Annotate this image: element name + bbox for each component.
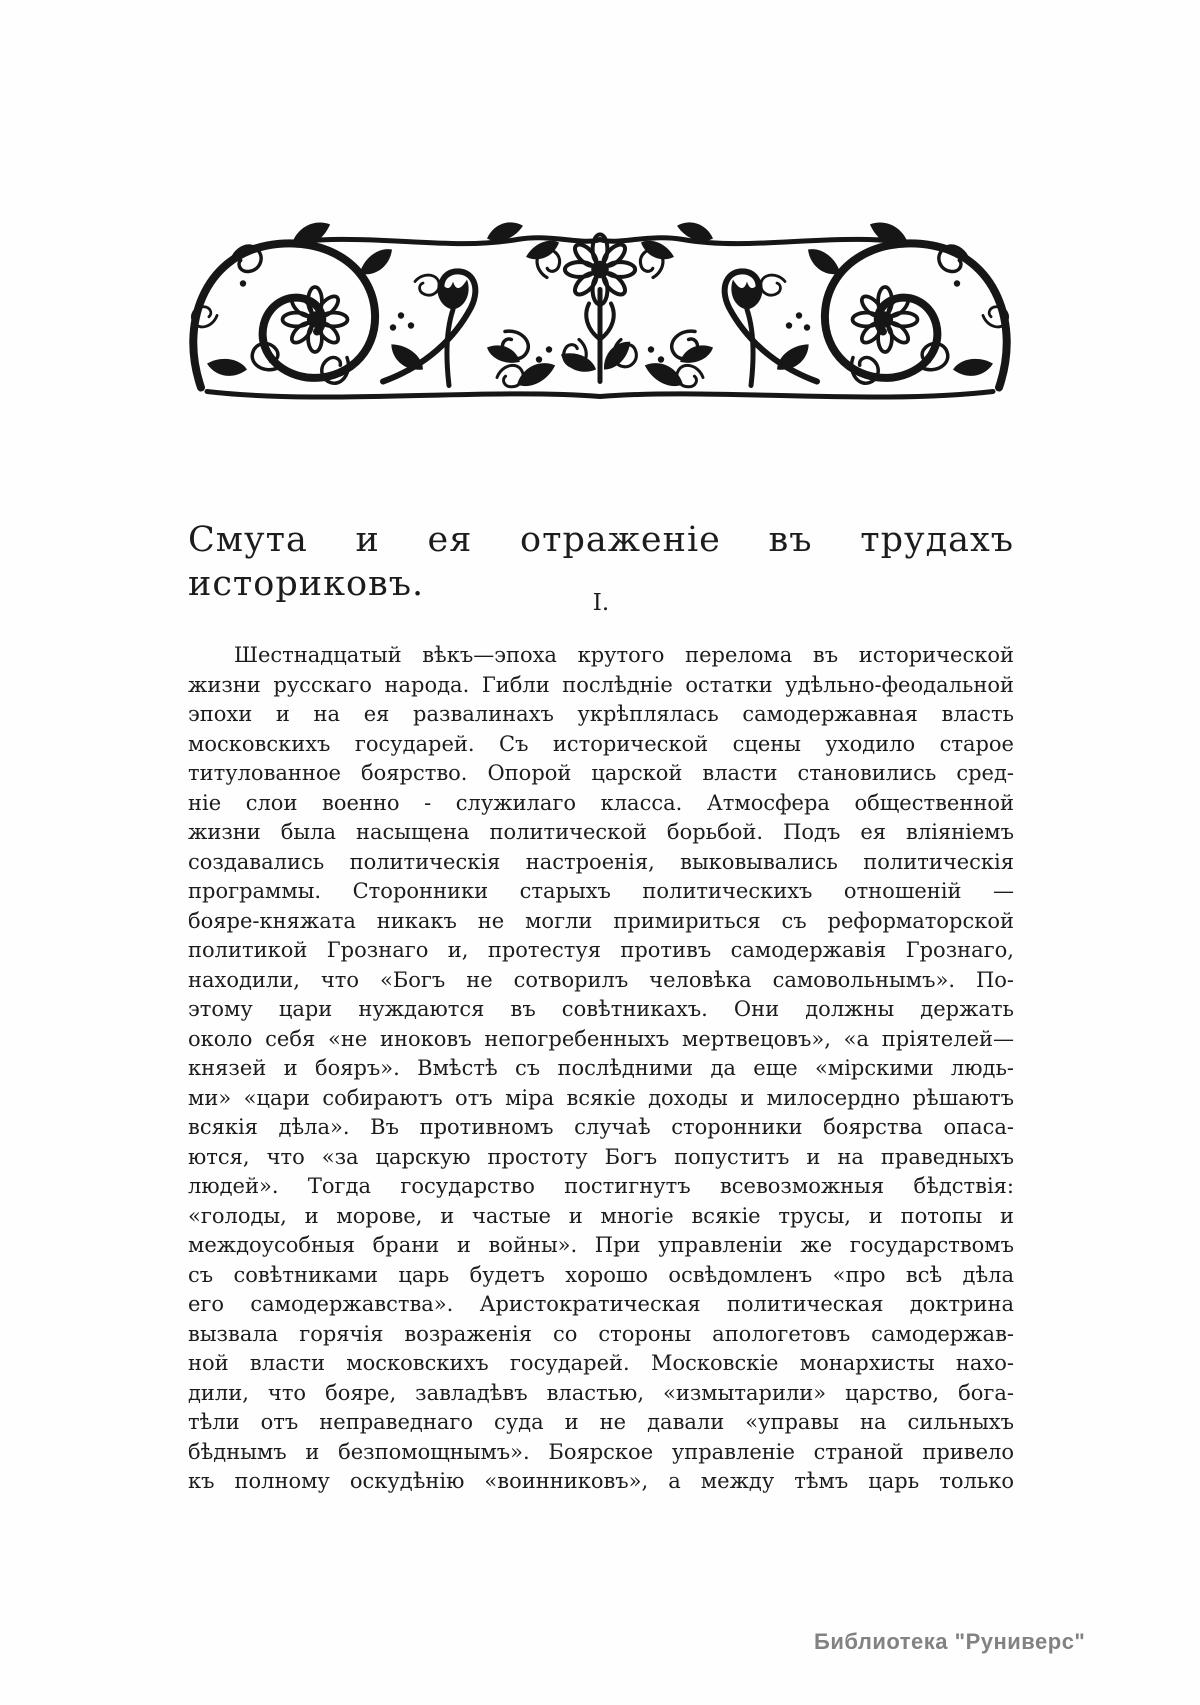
text-line: всякія дѣла». Въ противномъ случаѣ сторонники боярства опаса- [188, 1115, 1014, 1139]
watermark-label: Библиотека "Руниверс" [814, 1629, 1086, 1654]
text-line: титулованное боярство. Опорой царской власти становились сред- [188, 761, 1014, 785]
text-line: жизни была насыщена политической борьбой. Подъ ея вліяніемъ [188, 820, 1014, 844]
text-line: программы. Сторонники старыхъ политическихъ отношеній — [188, 879, 1014, 903]
text-line: тѣли отъ неправеднаго суда и не давали «управы на сильныхъ [188, 1410, 1014, 1434]
text-line: Шестнадцатый вѣкъ—эпоха крутого перелома въ исторической [234, 643, 1014, 667]
text-line: его самодержавства». Аристократическая политическая доктрина [188, 1292, 1014, 1316]
text-line: къ полному оскудѣнію «воинниковъ», а между тѣмъ царь только [188, 1469, 1014, 1493]
text-line: вызвала горячія возраженія со стороны апологетовъ самодержав- [188, 1321, 1014, 1346]
text-line: ной власти московскихъ государей. Московскіе монархисты нахо- [188, 1351, 1014, 1375]
text-line: создавались политическія настроенія, выковывались политическія [188, 849, 1014, 874]
text-line: бояре-княжата никакъ не могли примириться съ реформаторской [188, 908, 1014, 933]
text-line: междоусобныя брани и войны». При управленіи же государствомъ [188, 1233, 1014, 1257]
text-line: жизни русскаго народа. Гибли послѣдніе остатки удѣльно-феодальной [188, 672, 1014, 697]
text-line: дили, что бояре, завладѣвъ властью, «измытарили» царство, бога- [188, 1380, 1014, 1405]
text-line: около себя «не иноковъ непогребенныхъ мертвецовъ», «а пріятелей— [188, 1026, 1014, 1051]
text-line: ются, что «за царскую простоту Богъ попуститъ и на праведныхъ [188, 1144, 1014, 1169]
floral-headpiece-ornament [187, 219, 1013, 403]
text-line: князей и бояръ». Вмѣстѣ съ послѣдними да еще «мірскими людь- [188, 1056, 1014, 1080]
text-line: находили, что «Богъ не сотворилъ человѣка самовольнымъ». По- [188, 967, 1014, 992]
body-text-block [188, 641, 1014, 1497]
text-line: ніе слои военно - служилаго класса. Атмосфера общественной [188, 790, 1014, 815]
text-line: московскихъ государей. Съ исторической сцены уходило старое [188, 731, 1014, 756]
text-line: этому цари нуждаются въ совѣтникахъ. Они должны держать [188, 997, 1014, 1021]
text-line: бѣднымъ и безпомощнымъ». Боярское управленіе страной привело [188, 1439, 1014, 1464]
text-line: эпохи и на ея развалинахъ укрѣплялась самодержавная власть [188, 702, 1014, 726]
text-line: ми» «цари собираютъ отъ міра всякіе доходы и милосердно рѣшаютъ [188, 1085, 1014, 1110]
text-line: «голоды, и морове, и частые и многіе всякіе трусы, и потопы и [188, 1203, 1014, 1228]
section-number: I. [592, 590, 610, 616]
text-line: съ совѣтниками царь будетъ хорошо освѣдомленъ «про всѣ дѣла [188, 1262, 1014, 1287]
text-line: политикой Грознаго и, протестуя противъ самодержавія Грознаго, [188, 938, 1014, 962]
page-title: Смута и ея отраженіе въ трудахъ историковъ. [188, 520, 1014, 604]
text-line: людей». Тогда государство постигнутъ всевозможныя бѣдствія: [188, 1174, 1014, 1198]
